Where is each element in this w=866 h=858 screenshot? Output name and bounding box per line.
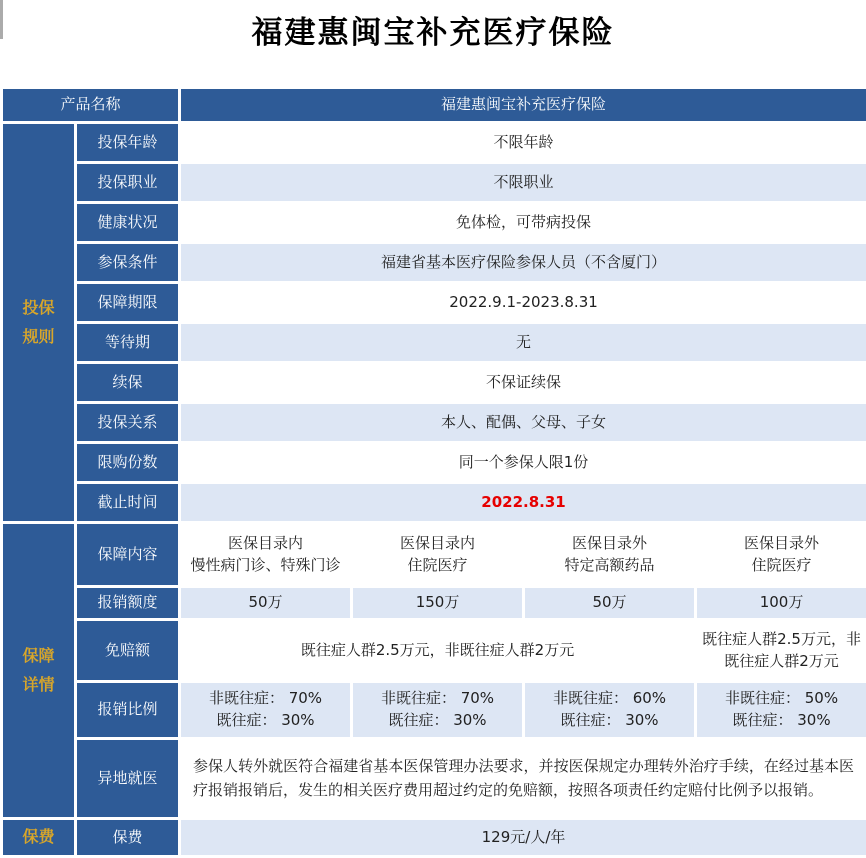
insurance-info-table	[0, 86, 866, 858]
details-row-coverage	[2, 523, 866, 587]
rules-row-period	[2, 283, 866, 323]
rules-row-limit	[2, 443, 866, 483]
details-row-deductible	[2, 620, 866, 682]
product-name-value: 福建惠闽宝补充医疗保险	[180, 88, 866, 123]
section-label-details: 保障详情	[2, 523, 76, 819]
rules-row-waiting	[2, 323, 866, 363]
rules-row-renewal	[2, 363, 866, 403]
details-row-quota	[2, 587, 866, 620]
row-label: 投保职业	[76, 163, 180, 203]
row-value: 不限职业	[180, 163, 866, 203]
row-value: 不限年龄	[180, 123, 866, 163]
row-value: 免体检，可带病投保	[180, 203, 866, 243]
ratio-col-4: 非既往症： 50% 既往症： 30%	[696, 682, 866, 739]
premium-value: 129元/人/年	[180, 819, 866, 857]
row-label: 续保	[76, 363, 180, 403]
section-label-premium: 保费	[2, 819, 76, 857]
row-value: 本人、配偶、父母、子女	[180, 403, 866, 443]
row-label: 限购份数	[76, 443, 180, 483]
row-label: 健康状况	[76, 203, 180, 243]
row-value: 无	[180, 323, 866, 363]
rules-row-age	[2, 123, 866, 163]
rules-row-relation	[2, 403, 866, 443]
quota-col-2: 150万	[352, 587, 524, 620]
deadline-value: 2022.8.31	[180, 483, 866, 523]
title-bar	[0, 0, 866, 86]
ratio-col-1: 非既往症： 70% 既往症： 30%	[180, 682, 352, 739]
left-edge-mark	[0, 0, 3, 39]
row-value: 同一个参保人限1份	[180, 443, 866, 483]
rules-row-occupation	[2, 163, 866, 203]
quota-col-3: 50万	[524, 587, 696, 620]
row-label: 保障内容	[76, 523, 180, 587]
row-label: 投保年龄	[76, 123, 180, 163]
product-name-row	[2, 88, 866, 123]
quota-col-1: 50万	[180, 587, 352, 620]
row-label: 异地就医	[76, 739, 180, 819]
row-label: 参保条件	[76, 243, 180, 283]
coverage-col-2: 医保目录内 住院医疗	[352, 523, 524, 587]
deductible-merged: 既往症人群2.5万元，非既往症人群2万元	[180, 620, 696, 682]
page-title: 福建惠闽宝补充医疗保险	[0, 0, 866, 52]
coverage-col-4: 医保目录外 住院医疗	[696, 523, 866, 587]
quota-col-4: 100万	[696, 587, 866, 620]
coverage-col-3: 医保目录外 特定高额药品	[524, 523, 696, 587]
coverage-col-1: 医保目录内 慢性病门诊、特殊门诊	[180, 523, 352, 587]
row-label: 截止时间	[76, 483, 180, 523]
ratio-col-3: 非既往症： 60% 既往症： 30%	[524, 682, 696, 739]
row-label: 投保关系	[76, 403, 180, 443]
section-label-rules: 投保规则	[2, 123, 76, 523]
details-row-remote	[2, 739, 866, 819]
deductible-col-4: 既往症人群2.5万元，非既往症人群2万元	[696, 620, 866, 682]
rules-row-health	[2, 203, 866, 243]
row-label: 免赔额	[76, 620, 180, 682]
remote-medical-text: 参保人转外就医符合福建省基本医保管理办法要求，并按医保规定办理转外治疗手续，在经过基本医疗报销报销后，发生的相关医疗费用超过约定的免赔额，按照各项责任约定赔付比例予以报销。	[180, 739, 866, 819]
row-label: 报销额度	[76, 587, 180, 620]
ratio-col-2: 非既往症： 70% 既往症： 30%	[352, 682, 524, 739]
row-label: 报销比例	[76, 682, 180, 739]
product-name-label: 产品名称	[2, 88, 180, 123]
premium-row	[2, 819, 866, 857]
row-label: 保费	[76, 819, 180, 857]
row-value: 不保证续保	[180, 363, 866, 403]
row-label: 等待期	[76, 323, 180, 363]
rules-row-eligibility	[2, 243, 866, 283]
row-value: 2022.9.1-2023.8.31	[180, 283, 866, 323]
details-row-ratio	[2, 682, 866, 739]
row-value: 福建省基本医疗保险参保人员（不含厦门）	[180, 243, 866, 283]
rules-row-deadline	[2, 483, 866, 523]
row-label: 保障期限	[76, 283, 180, 323]
